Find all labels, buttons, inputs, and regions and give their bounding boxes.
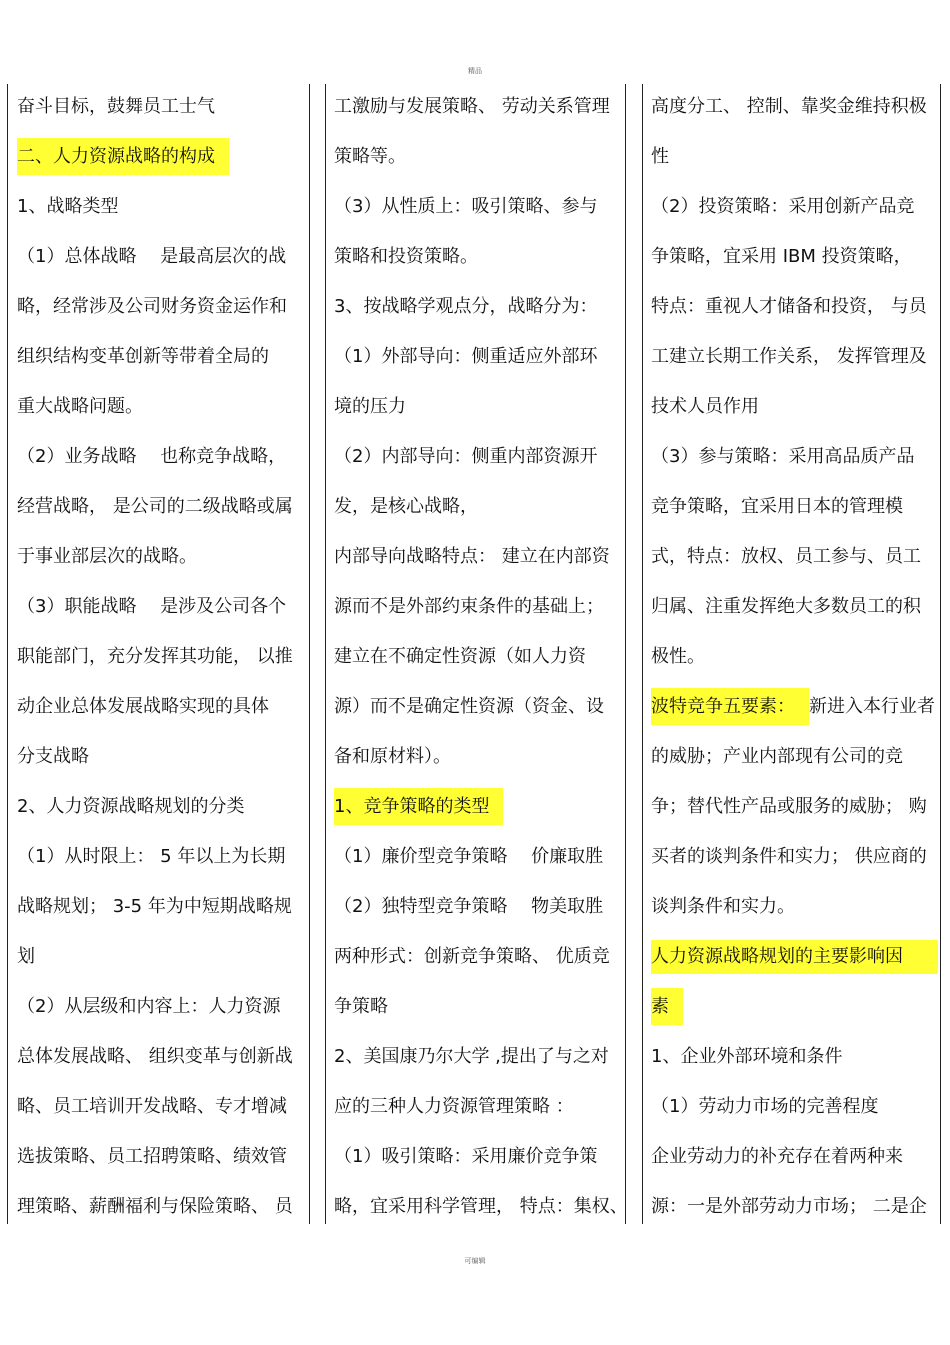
text-line <box>17 632 307 682</box>
text-line <box>334 532 623 582</box>
text-line <box>651 982 938 1032</box>
column-rule-1-right <box>309 84 310 1224</box>
text-line <box>651 282 938 332</box>
text-line <box>17 432 307 482</box>
text-line <box>651 732 938 782</box>
text-line <box>651 1082 938 1132</box>
line-text: （1）从时限上： 5 年以上为长期 <box>17 846 286 867</box>
line-text: 策略等。 <box>334 146 406 167</box>
text-line <box>651 82 938 132</box>
text-line <box>17 682 307 732</box>
line-text: （2）从层级和内容上：人力资源 <box>17 996 281 1017</box>
line-text: （1）吸引策略：采用廉价竞争策 <box>334 1146 598 1167</box>
highlighted-heading: 人力资源战略规划的主要影响因 <box>651 940 938 974</box>
line-text: 的威胁；产业内部现有公司的竞 <box>651 746 903 767</box>
line-text: 备和原材料）。 <box>334 746 451 767</box>
text-line <box>651 832 938 882</box>
text-line <box>651 582 938 632</box>
line-text: 买者的谈判条件和实力； 供应商的 <box>651 846 927 867</box>
line-text: （2）独特型竞争策略 物美取胜 <box>334 896 604 917</box>
text-line <box>17 382 307 432</box>
column-rule-left-outer <box>7 84 8 1224</box>
line-text: 1、战略类型 <box>17 196 119 217</box>
line-text: 境的压力 <box>334 396 406 417</box>
line-text: 略，经常涉及公司财务资金运作和 <box>17 296 287 317</box>
line-text: （2）投资策略：采用创新产品竞 <box>651 196 915 217</box>
line-text: 新进入本行业者 <box>809 696 935 717</box>
highlighted-term: 波特竞争五要素： <box>651 688 809 725</box>
line-text: 策略和投资策略。 <box>334 246 478 267</box>
text-line <box>334 882 623 932</box>
text-line <box>651 432 938 482</box>
text-line <box>651 382 938 432</box>
line-text: （1）廉价型竞争策略 价廉取胜 <box>334 846 604 867</box>
line-text: 选拔策略、员工招聘策略、绩效管 <box>17 1146 287 1167</box>
line-text: 动企业总体发展战略实现的具体 <box>17 696 269 717</box>
line-text: 重大战略问题。 <box>17 396 143 417</box>
line-text: 建立在不确定性资源（如人力资 <box>334 646 586 667</box>
text-line <box>334 1132 623 1182</box>
text-line <box>17 182 307 232</box>
text-line <box>17 982 307 1032</box>
text-line <box>651 782 938 832</box>
text-line <box>334 982 623 1032</box>
line-text: 争策略 <box>334 996 388 1017</box>
line-text: （1）外部导向：侧重适应外部环 <box>334 346 598 367</box>
line-text: 略，宜采用科学管理， 特点：集权、 <box>334 1196 628 1217</box>
text-line <box>651 632 938 682</box>
line-text: 高度分工、 控制、靠奖金维持积极 <box>651 96 927 117</box>
line-text: 应的三种人力资源管理策略 ： <box>334 1096 574 1117</box>
text-line <box>334 632 623 682</box>
line-text: 2、美国康乃尔大学 ,提出了与之对 <box>334 1046 609 1067</box>
line-text: 极性。 <box>651 646 705 667</box>
text-line <box>651 1132 938 1182</box>
text-line <box>17 932 307 982</box>
column-rule-3-left <box>642 84 643 1224</box>
line-text: （1）劳动力市场的完善程度 <box>651 1096 879 1117</box>
text-line <box>651 532 938 582</box>
footer-mark: 可编辑 <box>464 1257 486 1265</box>
line-text: 奋斗目标，鼓舞员工士气 <box>17 96 215 117</box>
line-text: 于事业部层次的战略。 <box>17 546 197 567</box>
text-line <box>17 732 307 782</box>
text-line <box>334 582 623 632</box>
text-line <box>651 932 938 982</box>
line-text: 性 <box>651 146 669 167</box>
line-text: 略、员工培训开发战略、专才增减 <box>17 1096 287 1117</box>
text-line <box>651 882 938 932</box>
text-line <box>17 482 307 532</box>
line-text: 总体发展战略、 组织变革与创新战 <box>17 1046 293 1067</box>
line-text: （2）内部导向：侧重内部资源开 <box>334 446 598 467</box>
line-text: 内部导向战略特点： 建立在内部资 <box>334 546 610 567</box>
text-line <box>17 232 307 282</box>
line-text: 经营战略， 是公司的二级战略或属 <box>17 496 293 517</box>
line-text: 发，是核心战略， <box>334 496 478 517</box>
line-text: 谈判条件和实力。 <box>651 896 795 917</box>
text-line <box>334 482 623 532</box>
text-line <box>17 1182 307 1232</box>
line-text: 两种形式：创新竞争策略、 优质竞 <box>334 946 610 967</box>
line-text: （2）业务战略 也称竞争战略， <box>17 446 287 467</box>
line-text: （3）从性质上：吸引策略、参与 <box>334 196 598 217</box>
line-text: 战略规划； 3-5 年为中短期战略规 <box>17 896 292 917</box>
text-line <box>334 332 623 382</box>
text-line <box>334 1032 623 1082</box>
line-text: （1）总体战略 是最高层次的战 <box>17 246 287 267</box>
highlighted-heading: 素 <box>651 988 683 1025</box>
line-text: 技术人员作用 <box>651 396 759 417</box>
line-text: 理策略、薪酬福利与保险策略、 员 <box>17 1196 293 1217</box>
line-text: 源）而不是确定性资源（资金、设 <box>334 696 604 717</box>
text-line <box>334 732 623 782</box>
text-line <box>651 182 938 232</box>
text-line <box>17 532 307 582</box>
line-text: 2、人力资源战略规划的分类 <box>17 796 245 817</box>
text-line <box>17 832 307 882</box>
text-line <box>334 1182 628 1232</box>
line-text: 3、按战略学观点分，战略分为： <box>334 296 598 317</box>
highlighted-heading: 二、人力资源战略的构成 <box>17 138 229 175</box>
line-text: 特点：重视人才储备和投资， 与员 <box>651 296 927 317</box>
text-line <box>17 132 307 182</box>
text-line <box>334 1082 623 1132</box>
text-line <box>651 1032 938 1082</box>
column-rule-2-right <box>625 84 626 1224</box>
line-text: （3）职能战略 是涉及公司各个 <box>17 596 287 617</box>
text-line <box>334 682 623 732</box>
line-text: （3）参与策略：采用高品质产品 <box>651 446 915 467</box>
text-line <box>651 232 938 282</box>
text-line <box>334 432 623 482</box>
text-line <box>17 1032 307 1082</box>
text-line <box>651 682 938 732</box>
text-line <box>651 482 938 532</box>
line-text: 分支战略 <box>17 746 89 767</box>
text-line <box>17 82 307 132</box>
text-line <box>334 282 623 332</box>
text-line <box>17 1082 307 1132</box>
text-line <box>17 1132 307 1182</box>
line-text: 1、企业外部环境和条件 <box>651 1046 843 1067</box>
line-text: 工建立长期工作关系， 发挥管理及 <box>651 346 927 367</box>
line-text: 争策略，宜采用 IBM 投资策略， <box>651 246 912 267</box>
text-line <box>17 332 307 382</box>
header-mark: 精品 <box>468 67 482 75</box>
text-line <box>334 932 623 982</box>
line-text: 归属、注重发挥绝大多数员工的积 <box>651 596 921 617</box>
text-line <box>334 232 623 282</box>
line-text: 竞争策略，宜采用日本的管理模 <box>651 496 903 517</box>
text-line <box>17 782 307 832</box>
text-line <box>334 832 623 882</box>
text-line <box>17 582 307 632</box>
text-column-1 <box>17 82 307 1232</box>
text-line <box>651 132 938 182</box>
text-line <box>651 332 938 382</box>
text-line <box>334 782 623 832</box>
highlighted-heading: 1、竞争策略的类型 <box>334 788 503 825</box>
text-line <box>17 882 307 932</box>
line-text: 划 <box>17 946 35 967</box>
line-text: 企业劳动力的补充存在着两种来 <box>651 1146 903 1167</box>
text-line <box>334 382 623 432</box>
text-line <box>334 82 623 132</box>
column-rule-2-left <box>325 84 326 1224</box>
text-column-2 <box>334 82 628 1232</box>
line-text: 源而不是外部约束条件的基础上； <box>334 596 604 617</box>
column-rule-right-outer <box>940 84 941 1224</box>
line-text: 源：一是外部劳动力市场； 二是企 <box>651 1196 927 1217</box>
line-text: 式，特点：放权、员工参与、员工 <box>651 546 921 567</box>
line-text: 组织结构变革创新等带着全局的 <box>17 346 269 367</box>
text-line <box>651 1182 938 1232</box>
line-text: 争；替代性产品或服务的威胁； 购 <box>651 796 927 817</box>
text-line <box>334 132 623 182</box>
text-line <box>17 282 307 332</box>
line-text: 职能部门，充分发挥其功能， 以推 <box>17 646 293 667</box>
text-line <box>334 182 623 232</box>
line-text: 工激励与发展策略、 劳动关系管理 <box>334 96 610 117</box>
text-column-3 <box>651 82 938 1232</box>
